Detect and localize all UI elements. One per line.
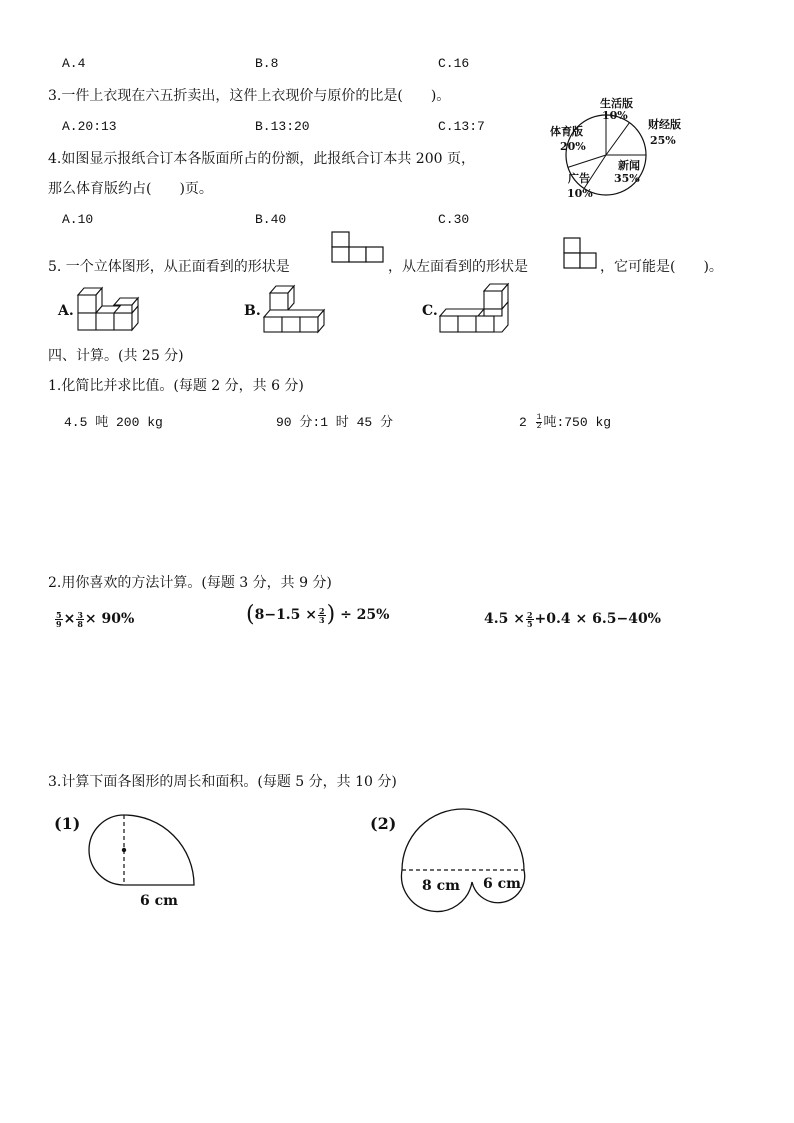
q2-option-a: A.4	[62, 56, 86, 71]
pie-label-life: 生活版	[600, 97, 633, 110]
option-a-cubes	[74, 283, 154, 333]
q3-option-c: C.13:7	[438, 119, 485, 134]
q3-option-a: A.20:13	[62, 119, 117, 134]
section4-title: 四、计算。(共 25 分)	[48, 348, 184, 364]
option-b-cubes	[262, 283, 342, 333]
calc1-item2: 90 分:1 时 45 分	[276, 415, 394, 430]
q5-option-c: C.	[422, 303, 438, 319]
fig2-label: (2)	[370, 814, 397, 833]
pie-pct-life: 10%	[602, 109, 628, 122]
q4-option-c: C.30	[438, 212, 470, 227]
q5-option-a: A.	[58, 303, 74, 319]
q2-option-c: C.16	[438, 56, 470, 71]
figure2	[400, 812, 530, 912]
q5-text-part3: ，它可能是( )。	[600, 259, 723, 275]
fig1-dimension: 6 cm	[140, 893, 178, 909]
left-view-shape	[562, 236, 598, 272]
q5-text-part2: ，从左面看到的形状是	[388, 259, 528, 275]
pie-label-finance: 财经版	[648, 118, 681, 131]
pie-pct-ads: 10%	[567, 187, 593, 200]
pie-label-ads: 广告	[568, 172, 590, 185]
calc1-title: 1.化简比并求比值。(每题 2 分，共 6 分)	[48, 378, 304, 394]
calc3-title: 3.计算下面各图形的周长和面积。(每题 5 分，共 10 分)	[48, 774, 397, 790]
q4-text-line1: 4.如图显示报纸合订本各版面所占的份额，此报纸合订本共 200 页，	[48, 151, 475, 167]
pie-pct-news: 35%	[614, 172, 640, 185]
pie-label-sports: 体育版	[550, 125, 583, 138]
q4-text-line2: 那么体育版约占( )页。	[48, 181, 213, 197]
calc1-item3: 2 $\frac{1}{2}$ 吨:750 kg	[519, 413, 612, 432]
fig2-dimension-6cm: 6 cm	[483, 876, 521, 892]
pie-chart	[548, 97, 681, 200]
pie-pct-finance: 25%	[650, 134, 676, 147]
fig1-label: (1)	[54, 814, 81, 833]
front-view-shape	[330, 230, 386, 264]
calc2-title: 2.用你喜欢的方法计算。(每题 3 分，共 9 分)	[48, 575, 332, 591]
q3-text: 3.一件上衣现在六五折卖出，这件上衣现价与原价的比是( )。	[48, 88, 451, 104]
q3-option-b: B.13:20	[255, 119, 310, 134]
q5-text-part1: 5. 一个立体图形，从正面看到的形状是	[48, 259, 290, 275]
pie-pct-sports: 20%	[560, 140, 586, 153]
q5-option-b: B.	[244, 303, 261, 319]
q4-option-a: A.10	[62, 212, 94, 227]
calc2-expr1: $\frac{5}{9}$ × $\frac{3}{8}$ × 90%	[56, 609, 135, 629]
q4-option-b: B.40	[255, 212, 287, 227]
calc2-expr2: (8−1.5 × $\frac{2}{3}$ ) ÷ 25%	[246, 602, 390, 627]
calc1-item1: 4.5 吨 200 kg	[64, 415, 163, 430]
calc2-expr3: 4.5 × $\frac{2}{5}$ +0.4 × 6.5−40%	[484, 609, 661, 629]
q2-option-b: B.8	[255, 56, 279, 71]
figure1	[90, 810, 210, 890]
option-c-cubes	[438, 283, 518, 333]
fig2-dimension-8cm: 8 cm	[422, 878, 460, 894]
pie-label-news: 新闻	[618, 159, 640, 172]
